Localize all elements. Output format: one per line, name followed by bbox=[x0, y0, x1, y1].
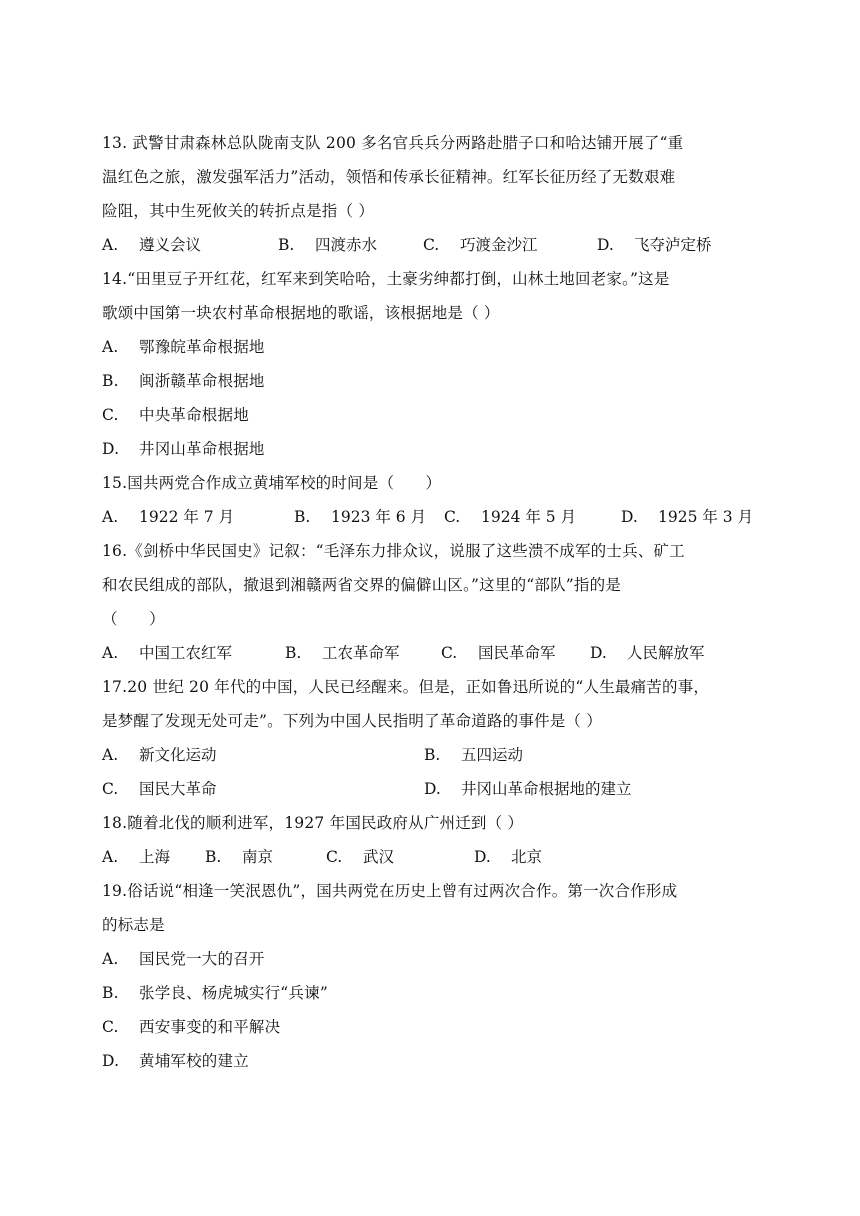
question-18-line-1: 18.随着北伐的顺利进军，1927 年国民政府从广州迁到（ ） bbox=[102, 814, 524, 832]
option-a: A. 遵义会议 bbox=[102, 236, 202, 254]
question-14-line-2: 歌颂中国第一块农村革命根据地的歌谣，该根据地是（ ） bbox=[102, 304, 500, 322]
option-d: D. 北京 bbox=[474, 848, 543, 866]
option-a: A. 1922 年 7 月 bbox=[102, 508, 235, 526]
exam-page bbox=[102, 126, 762, 1078]
question-13-line-3: 险阻，其中生死攸关的转折点是指（ ） bbox=[102, 202, 375, 220]
question-13-line-1: 13. 武警甘肃森林总队陇南支队 200 多名官兵兵分两路赴腊子口和哈达铺开展了“重 bbox=[102, 134, 684, 152]
question-16-line-1: 16.《剑桥中华民国史》记叙：“毛泽东力排众议，说服了这些溃不成军的士兵、矿工 bbox=[102, 542, 685, 560]
question-15-line-1: 15.国共两党合作成立黄埔军校的时间是（ ） bbox=[102, 474, 442, 492]
option-d: D. 人民解放军 bbox=[590, 644, 705, 662]
question-16-options bbox=[102, 636, 762, 670]
option-a: A. 国民党一大的召开 bbox=[102, 950, 265, 968]
option-d: D. 飞夺泸定桥 bbox=[597, 236, 712, 254]
option-a: A. 鄂豫皖革命根据地 bbox=[102, 338, 265, 356]
question-16 bbox=[102, 534, 762, 670]
question-17-options-row-1 bbox=[102, 738, 762, 772]
question-18-options bbox=[102, 840, 762, 874]
option-d: D. 1925 年 3 月 bbox=[621, 508, 754, 526]
question-14-line-1: 14.“田里豆子开红花，红军来到笑哈哈，土豪劣绅都打倒，山林土地回老家。”这是 bbox=[102, 270, 670, 288]
option-d: D. 井冈山革命根据地的建立 bbox=[424, 780, 632, 798]
question-14 bbox=[102, 262, 762, 466]
option-b: B. 工农革命军 bbox=[285, 644, 400, 662]
question-16-line-2: 和农民组成的部队，撤退到湘赣两省交界的偏僻山区。”这里的“部队”指的是 bbox=[102, 576, 622, 594]
question-18 bbox=[102, 806, 762, 874]
option-b: B. 1923 年 6 月 bbox=[294, 508, 427, 526]
question-15-options bbox=[102, 500, 762, 534]
option-a: A. 新文化运动 bbox=[102, 746, 217, 764]
question-13-line-2: 温红色之旅，激发强军活力”活动，领悟和传承长征精神。红军长征历经了无数艰难 bbox=[102, 168, 676, 186]
question-15 bbox=[102, 466, 762, 534]
question-19 bbox=[102, 874, 762, 1078]
option-c: C. 国民革命军 bbox=[441, 644, 556, 662]
option-b: B. 五四运动 bbox=[424, 746, 524, 764]
option-c: C. 武汉 bbox=[326, 848, 395, 866]
question-17-options-row-2 bbox=[102, 772, 762, 806]
option-d: D. 黄埔军校的建立 bbox=[102, 1052, 249, 1070]
option-c: C. 中央革命根据地 bbox=[102, 406, 249, 424]
option-c: C. 国民大革命 bbox=[102, 780, 217, 798]
option-a: A. 中国工农红军 bbox=[102, 644, 233, 662]
option-c: C. 西安事变的和平解决 bbox=[102, 1018, 281, 1036]
option-c: C. 1924 年 5 月 bbox=[444, 508, 577, 526]
option-c: C. 巧渡金沙江 bbox=[423, 236, 538, 254]
option-a: A. 上海 bbox=[102, 848, 171, 866]
question-19-line-1: 19.俗话说“相逢一笑泯恩仇”，国共两党在历史上曾有过两次合作。第一次合作形成 bbox=[102, 882, 678, 900]
option-b: B. 闽浙赣革命根据地 bbox=[102, 372, 265, 390]
option-d: D. 井冈山革命根据地 bbox=[102, 440, 265, 458]
option-b: B. 四渡赤水 bbox=[278, 236, 378, 254]
option-b: B. 南京 bbox=[205, 848, 274, 866]
question-13 bbox=[102, 126, 762, 262]
question-17-line-2: 是梦醒了发现无处可走”。下列为中国人民指明了革命道路的事件是（ ） bbox=[102, 712, 602, 730]
question-13-options bbox=[102, 228, 762, 262]
question-17 bbox=[102, 670, 762, 806]
question-17-line-1: 17.20 世纪 20 年代的中国，人民已经醒来。但是，正如鲁迅所说的“人生最痛苦的事， bbox=[102, 678, 710, 696]
question-16-line-3: （ ） bbox=[102, 610, 165, 628]
question-19-line-2: 的标志是 bbox=[102, 916, 165, 934]
option-b: B. 张学良、杨虎城实行“兵谏” bbox=[102, 984, 328, 1002]
